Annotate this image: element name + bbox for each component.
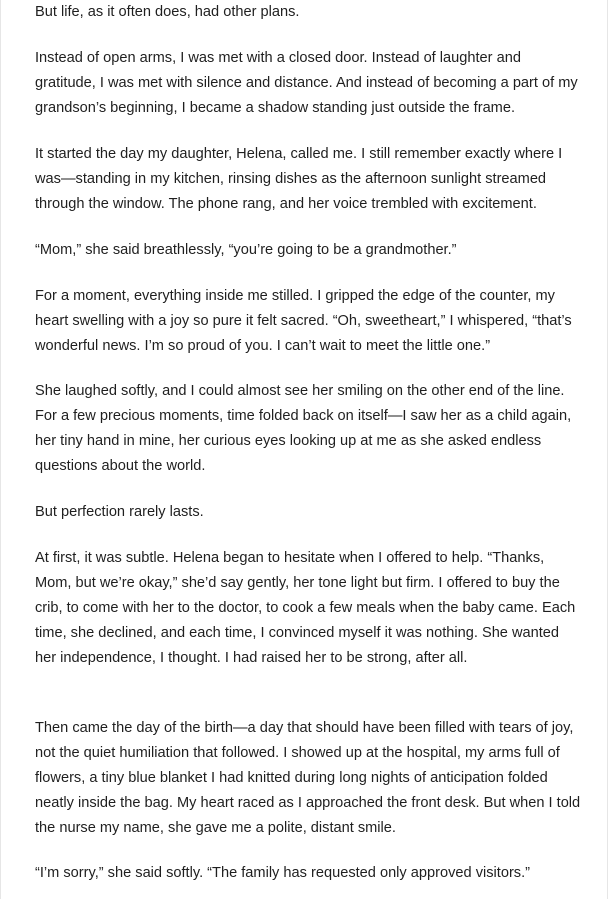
paragraph: “I’m sorry,” she said softly. “The family has requested only approved visitors.” [35, 865, 531, 881]
paragraph: But perfection rarely lasts. [35, 504, 204, 520]
paragraph: Instead of open arms, I was met with a closed door. Instead of laughter and gratitude, I was met with silence and distance. And instead of becoming a part of my grandson’s beginning, I became a shadow standing just outside the frame. [35, 50, 578, 116]
paragraph: It started the day my daughter, Helena, called me. I still remember exactly where I was—standing in my kitchen, rinsing dishes as the afternoon sunlight streamed through the window. The phone rang, and her voice trembled with excitement. [35, 146, 563, 212]
paragraph: Then came the day of the birth—a day that should have been filled with tears of joy, not the quiet humiliation that followed. I showed up at the hospital, my arms full of flowers, a tiny blue blanket I had knitted during long nights of anticipation folded neatly inside the bag. My heart raced as I approached the front desk. But when I told the nurse my name, she gave me a polite, distant smile. [35, 720, 581, 836]
paragraph: At first, it was subtle. Helena began to hesitate when I offered to help. “Thanks, Mom, but we’re okay,” she’d say gently, her tone light but firm. I offered to buy the crib, to come with her to the doctor, to cook a few meals when the baby came. Each time, she declined, and each time, I convinced myself it was nothing. She wanted her independence, I thought. I had raised her to be strong, after all. [35, 550, 576, 666]
paragraph: For a moment, everything inside me stilled. I gripped the edge of the counter, my heart swelling with a joy so pure it felt sacred. “Oh, sweetheart,” I whispered, “that’s wonderful news. I’m so proud of you. I can’t wait to meet the little one.” [35, 288, 572, 354]
paragraph: “Mom,” she said breathlessly, “you’re going to be a grandmother.” [35, 242, 457, 258]
paragraph: But life, as it often does, had other plans. [35, 4, 300, 20]
paragraph: She laughed softly, and I could almost see her smiling on the other end of the line. For a few precious moments, time folded back on itself—I saw her as a child again, her tiny hand in mine, her curious eyes looking up at me as she asked endless questions about the world. [35, 383, 572, 474]
